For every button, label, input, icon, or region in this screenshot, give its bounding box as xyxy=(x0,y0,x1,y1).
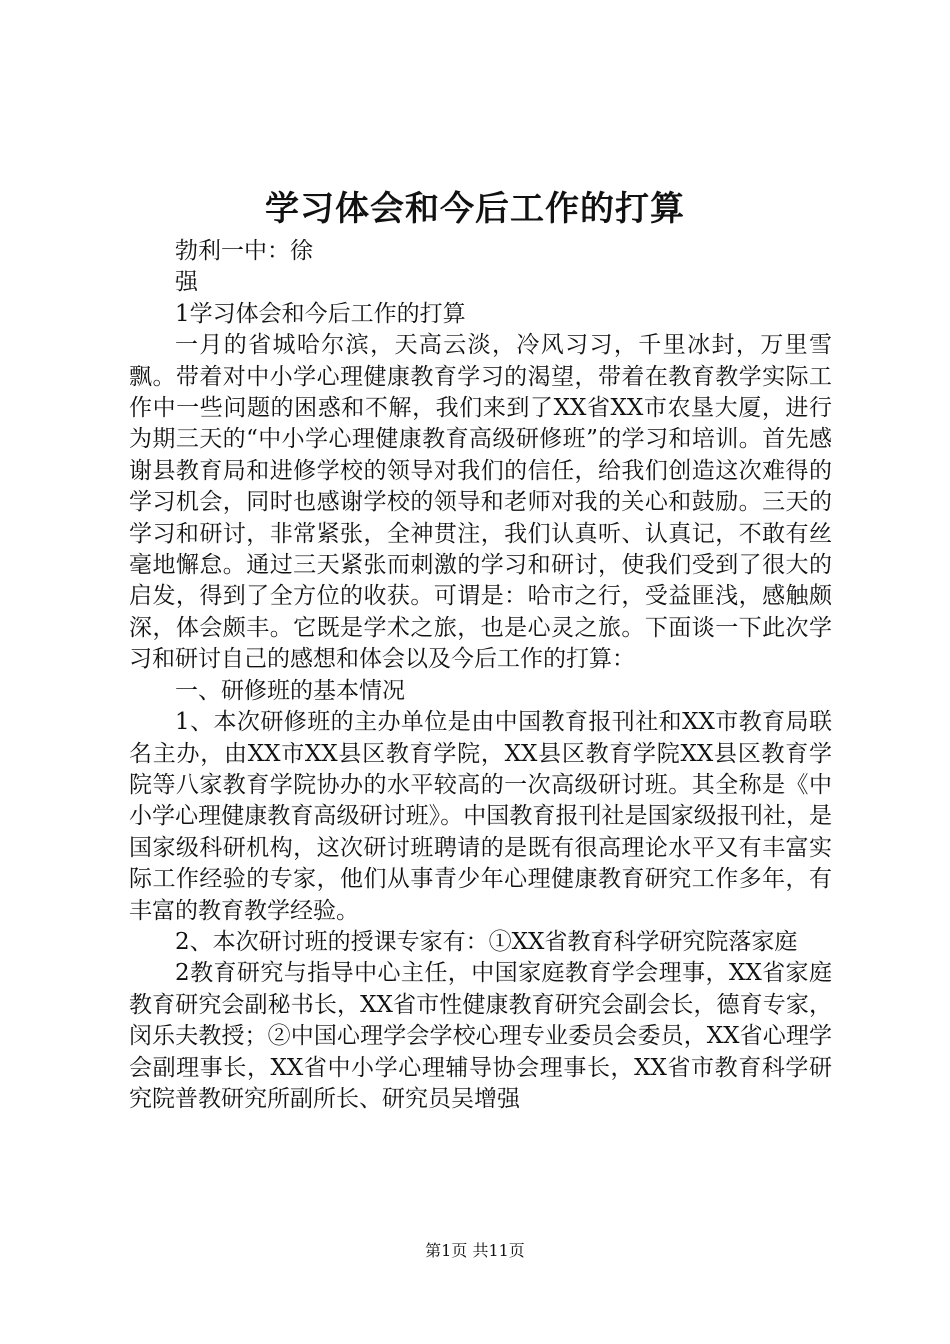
body-paragraph: 2教育研究与指导中心主任，中国家庭教育学会理事，XX省家庭教育研究会副秘书长，XX省市性健康教育研究会副会长，德育专家，闵乐夫教授；②中国心理学会学校心理专业委员会委员，XX省心理学会副理事长，XX省中小学心理辅导协会理事长，XX省市教育科学研究院普教研究所副所长、研究员吴增强 xyxy=(129,960,832,1112)
body-paragraph: 一月的省城哈尔滨，天高云淡，冷风习习，千里冰封，万里雪飘。带着对中小学心理健康教育学习的渴望，带着在教育教学实际工作中一些问题的困惑和不解，我们来到了XX省XX市农垦大厦，进行为期三天的“中小学心理健康教育高级研修班”的学习和培训。首先感谢县教育局和进修学校的领导对我们的信任，给我们创造这次难得的学习机会，同时也感谢学校的领导和老师对我的关心和鼓励。三天的学习和研讨，非常紧张，全神贯注，我们认真听、认真记，不敢有丝毫地懈怠。通过三天紧张而刺激的学习和研讨，使我们受到了很大的启发，得到了全方位的收获。可谓是：哈市之行，受益匪浅，感触颇深，体会颇丰。它既是学术之旅，也是心灵之旅。下面谈一下此次学习和研讨自己的感想和体会以及今后工作的打算： xyxy=(129,332,832,673)
body-paragraph: 1学习体会和今后工作的打算 xyxy=(175,300,466,327)
page-footer: 第1页 共11页 xyxy=(425,1241,525,1260)
author-line: 勃利一中：徐 xyxy=(175,238,313,264)
document-title: 学习体会和今后工作的打算 xyxy=(265,189,685,229)
section-heading: 一、研修班的基本情况 xyxy=(175,677,405,704)
body-paragraph: 1、本次研修班的主办单位是由中国教育报刊社和XX市教育局联名主办，由XX市XX县区教育学院，XX县区教育学院XX县区教育学院等八家教育学院协办的水平较高的一次高级研讨班。其全称是《中小学心理健康教育高级研讨班》。中国教育报刊社是国家级报刊社，是国家级科研机构，这次研讨班聘请的是既有很高理论水平又有丰富实际工作经验的专家，他们从事青少年心理健康教育研究工作多年，有丰富的教育教学经验。 xyxy=(129,709,832,924)
body-paragraph: 2、本次研讨班的授课专家有：①XX省教育科学研究院落家庭 xyxy=(175,928,798,955)
author-line: 强 xyxy=(175,269,198,296)
document-body xyxy=(129,236,832,1115)
